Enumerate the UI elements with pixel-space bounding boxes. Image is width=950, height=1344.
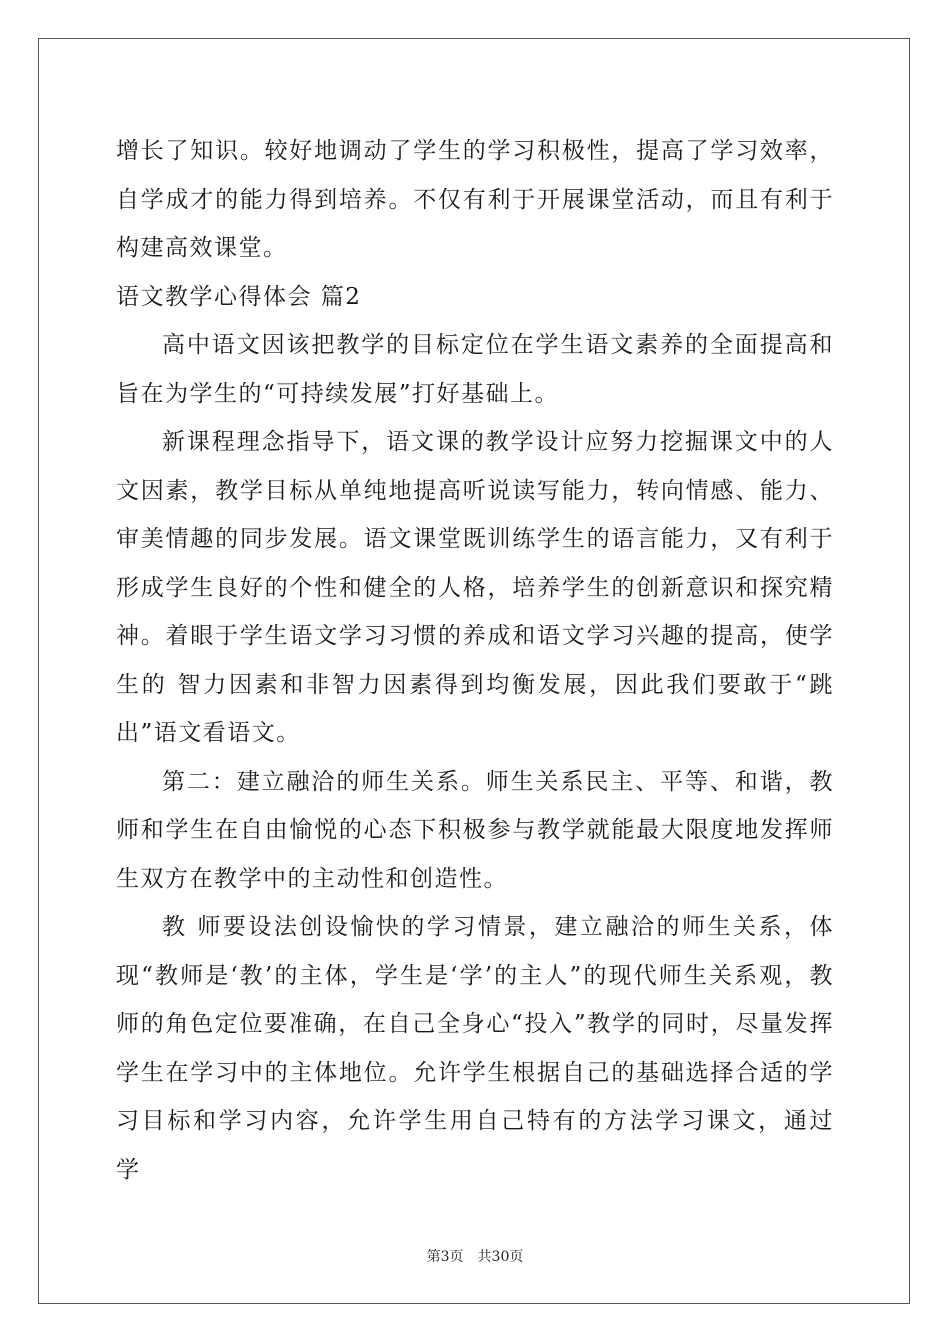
section-heading: 语文教学心得体会 篇2 bbox=[116, 283, 362, 310]
paragraph: 高中语文因该把教学的目标定位在学生语文素养的全面提高和旨在为学生的“可持续发展”打好基础上。 bbox=[116, 332, 834, 407]
document-body bbox=[116, 127, 834, 1194]
paragraph: 新课程理念指导下，语文课的教学设计应努力挖掘课文中的人文因素，教学目标从单纯地提高听说读写能力，转向情感、能力、审美情趣的同步发展。语文课堂既训练学生的语言能力，又有利于形成学生良好的个性和健全的人格，培养学生的创新意识和探究精神。着眼于学生语文学习习惯的养成和语文学习兴趣的提高，使学生的 智力因素和非智力因素得到均衡发展，因此我们要敢于“跳出”语文看语文。 bbox=[116, 429, 834, 746]
page-number: 第3页 共30页 bbox=[426, 1249, 524, 1265]
paragraph-continuation: 增长了知识。较好地调动了学生的学习积极性，提高了学习效率，自学成才的能力得到培养。不仅有利于开展课堂活动，而且有利于构建高效课堂。 bbox=[116, 138, 834, 261]
paragraph: 第二：建立融洽的师生关系。师生关系民主、平等、和谐，教师和学生在自由愉悦的心态下积极参与教学就能最大限度地发挥师生双方在教学中的主动性和创造性。 bbox=[116, 768, 834, 892]
page-footer bbox=[0, 1246, 950, 1266]
paragraph: 教 师要设法创设愉快的学习情景，建立融洽的师生关系，体现“教师是‘教’的主体，学生是‘学’的主人”的现代师生关系观，教师的角色定位要准确，在自己全身心“投入”教学的同时，尽量发挥学生在学习中的主体地位。允许学生根据自己的基础选择合适的学习目标和学习内容，允许学生用自己特有的方法学习课文，通过 学 bbox=[116, 914, 834, 1183]
